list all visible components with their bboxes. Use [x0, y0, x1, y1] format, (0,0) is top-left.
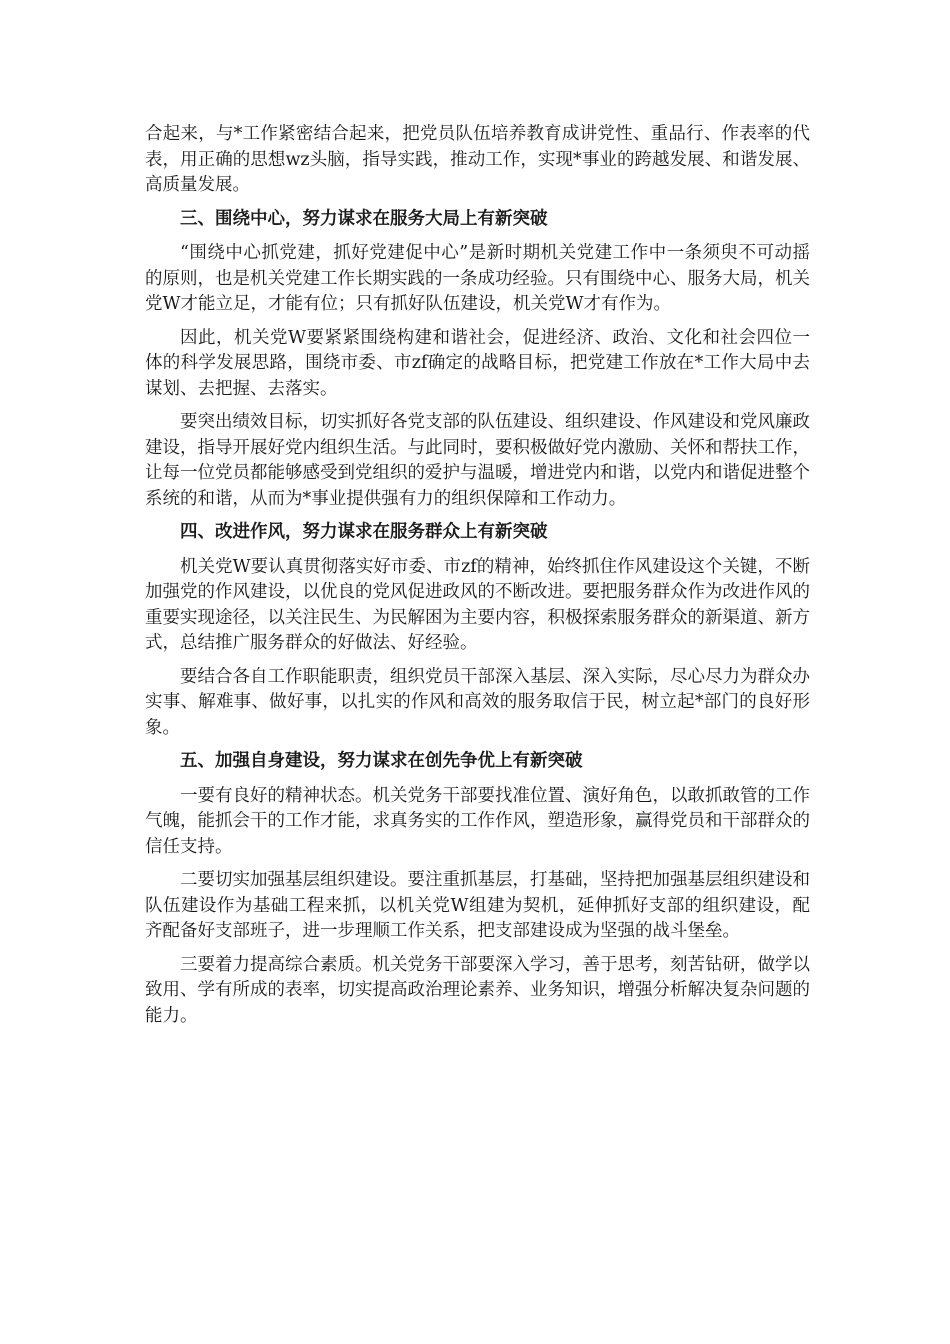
- paragraph: 因此，机关党W要紧紧围绕构建和谐社会，促进经济、政治、文化和社会四位一体的科学发展思路，围绕市委、市zf确定的战略目标，把党建工作放在*工作大局中去谋划、去把握、去落实。: [145, 327, 810, 399]
- paragraph-continued: 合起来，与*工作紧密结合起来，把党员队伍培养教育成讲党性、重品行、作表率的代表，用正确的思想wz头脑，指导实践，推动工作，实现*事业的跨越发展、和谐发展、高质量发展。: [145, 124, 810, 195]
- paragraph: 要突出绩效目标，切实抓好各党支部的队伍建设、组织建设、作风建设和党风廉政建设，指导开展好党内组织生活。与此同时，要积极做好党内激励、关怀和帮扶工作，让每一位党员都能够感受到党组织的爱护与温暖，增进党内和谐，以党内和谐促进整个系统的和谐，从而为*事业提供强有力的组织保障和工作动力。: [145, 412, 810, 509]
- section-heading-3: 三、围绕中心，努力谋求在服务大局上有新突破: [180, 208, 548, 229]
- document-page: [145, 122, 810, 1037]
- section-heading-4: 四、改进作风，努力谋求在服务群众上有新突破: [180, 522, 548, 542]
- paragraph: 要结合各自工作职能职责，组织党员干部深入基层、深入实际，尽心尽力为群众办实事、解难事、做好事，以扎实的作风和高效的服务取信于民，树立起*部门的良好形象。: [145, 666, 810, 738]
- paragraph: 三要着力提高综合素质。机关党务干部要深入学习，善于思考，刻苦钻研，做学以致用、学有所成的表率，切实提高政治理论素养、业务知识，增强分析解决复杂问题的能力。: [145, 954, 810, 1026]
- paragraph: 一要有良好的精神状态。机关党务干部要找准位置、演好角色，以敢抓敢管的工作气魄，能抓会干的工作才能，求真务实的工作作风，塑造形象，赢得党员和干部群众的信任支持。: [145, 785, 810, 857]
- section-heading-5: 五、加强自身建设，努力谋求在创先争优上有新突破: [180, 751, 583, 771]
- paragraph: 二要切实加强基层组织建设。要注重抓基层，打基础，坚持把加强基层组织建设和队伍建设作为基础工程来抓，以机关党W组建为契机，延伸抓好支部的组织建设，配齐配备好支部班子，进一步理顺工作关系，把支部建设成为坚强的战斗堡垒。: [145, 870, 810, 941]
- paragraph: 机关党W要认真贯彻落实好市委、市zf的精神，始终抓住作风建设这个关键，不断加强党的作风建设，以优良的党风促进政风的不断改进。要把服务群众作为改进作风的重要实现途径，以关注民生、为民解困为主要内容，积极探索服务群众的新渠道、新方式，总结推广服务群众的好做法、好经验。: [145, 556, 810, 653]
- paragraph: “围绕中心抓党建，抓好党建促中心”是新时期机关党建工作中一条须臾不可动摇的原则，也是机关党建工作长期实践的一条成功经验。只有围绕中心、服务大局，机关党W才能立足，才能有位；只有抓好队伍建设，机关党W才有作为。: [145, 243, 810, 314]
